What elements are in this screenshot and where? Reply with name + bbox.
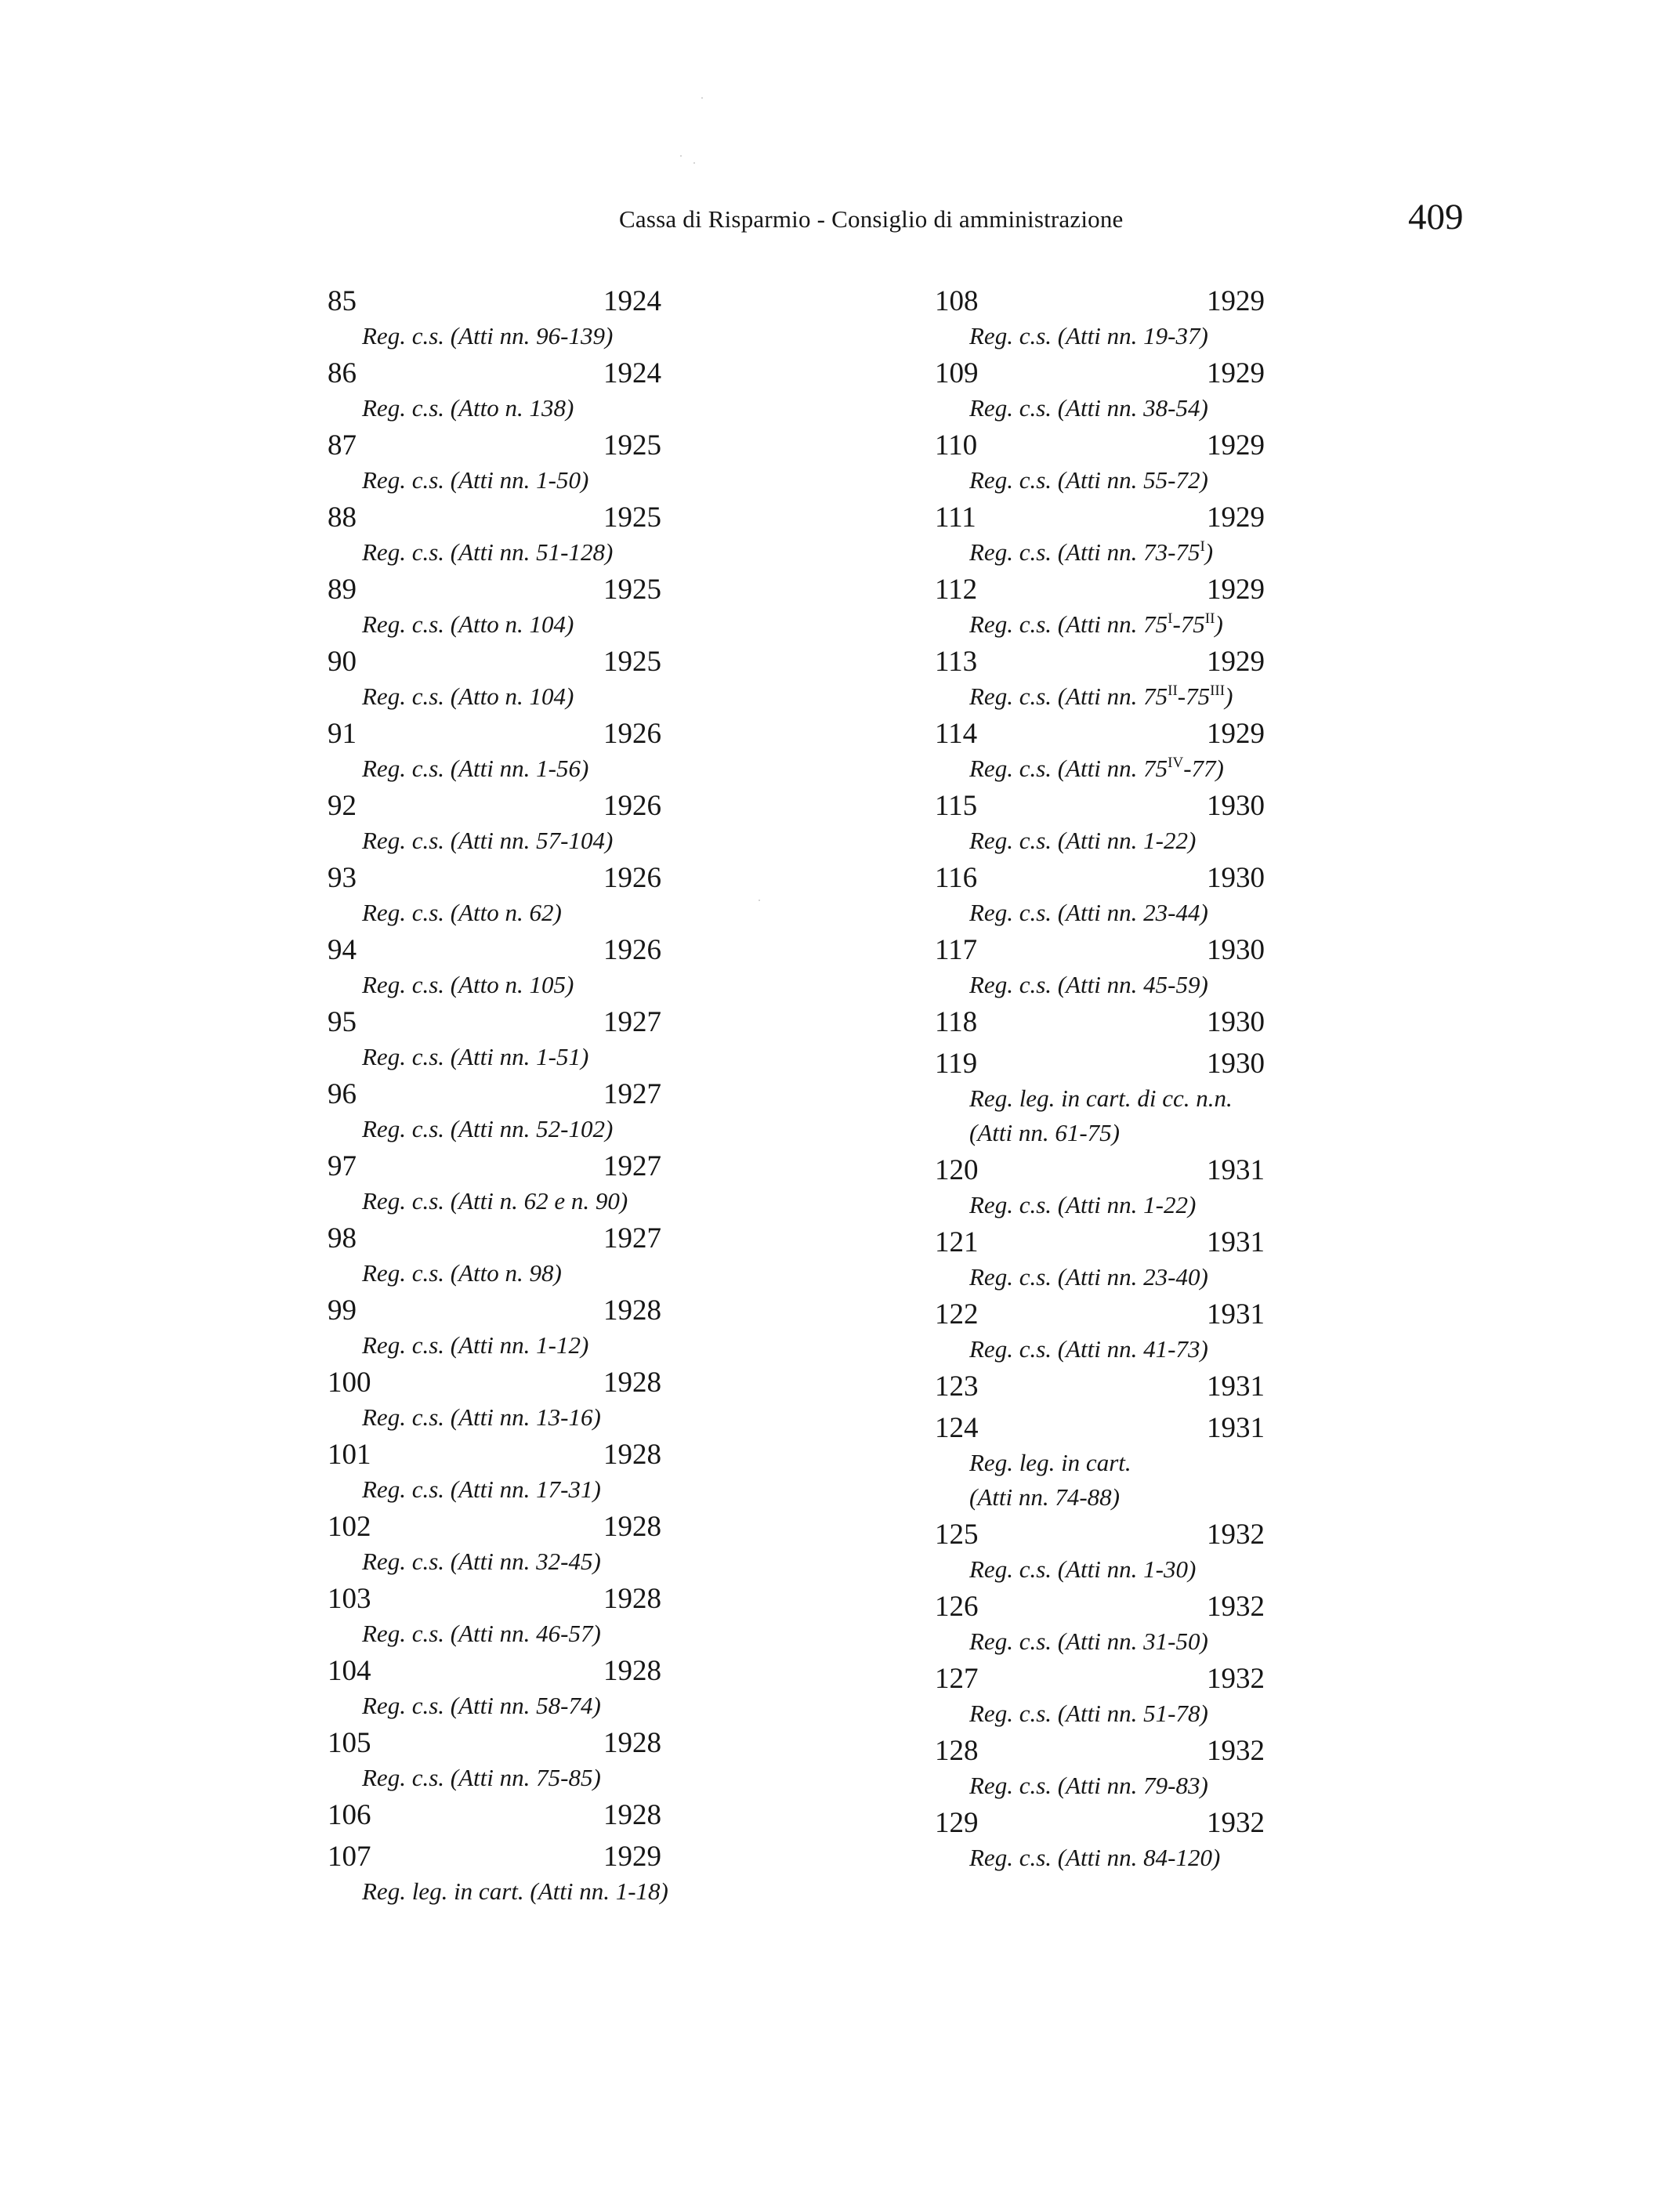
entry-number-line <box>328 284 668 320</box>
entry-description: Reg. c.s. (Atti nn. 32-45) <box>362 1548 601 1575</box>
register-entry <box>328 572 668 644</box>
entry-number-line <box>935 1369 1265 1410</box>
entry-year: 1932 <box>1207 1807 1265 1839</box>
entry-year: 1931 <box>1207 1154 1265 1186</box>
description-part: Reg. c.s. (Atti nn. 75 <box>969 682 1168 710</box>
entry-year: 1932 <box>1207 1519 1265 1551</box>
entry-number: 122 <box>935 1298 979 1331</box>
entry-number: 109 <box>935 357 979 389</box>
entry-description: Reg. c.s. (Atti nn. 52-102) <box>362 1115 614 1142</box>
entry-number: 125 <box>935 1519 979 1551</box>
entry-number: 107 <box>328 1841 371 1873</box>
entry-description: Reg. c.s. (Atto n. 98) <box>362 1259 562 1287</box>
entry-year: 1930 <box>1207 790 1265 822</box>
entry-number-line <box>328 572 668 608</box>
entry-year: 1929 <box>1207 574 1265 606</box>
entry-year: 1928 <box>603 1583 661 1615</box>
superscript-roman: I <box>1200 538 1205 555</box>
entry-description-continued: (Atti nn. 61-75) <box>969 1119 1120 1146</box>
register-entry <box>935 428 1265 500</box>
entry-description: Reg. c.s. (Atti nn. 17-31) <box>362 1475 601 1503</box>
entry-description: Reg. c.s. (Atto n. 104) <box>362 682 574 710</box>
entry-description: Reg. c.s. (Atti nn. 41-73) <box>969 1335 1208 1363</box>
entry-number: 103 <box>328 1583 371 1615</box>
entry-description <box>935 752 1233 788</box>
entry-year: 1930 <box>1207 1006 1265 1038</box>
entry-year: 1925 <box>603 574 661 606</box>
entry-description: Reg. c.s. (Atti nn. 1-22) <box>969 1191 1197 1218</box>
entry-description: Reg. c.s. (Atti nn. 96-139) <box>362 322 614 349</box>
entry-description: Reg. c.s. (Atti nn. 1-50) <box>362 466 589 494</box>
description-part: -75 <box>1172 610 1205 638</box>
register-entry <box>328 644 668 716</box>
entry-number: 115 <box>935 790 978 822</box>
entry-description: Reg. c.s. (Atti nn. 45-59) <box>969 971 1208 998</box>
entry-number-line <box>935 1225 1265 1261</box>
entry-number: 86 <box>328 357 357 389</box>
entry-number-line <box>935 1046 1265 1082</box>
entry-number-line <box>328 1839 668 1875</box>
entry-number-line <box>328 428 668 464</box>
entry-description: Reg. c.s. (Atti nn. 1-22) <box>969 827 1197 854</box>
register-entry <box>935 284 1265 356</box>
register-entry <box>935 1225 1265 1297</box>
entry-description: Reg. c.s. (Atti nn. 75-85) <box>362 1764 601 1791</box>
entry-number-line <box>328 356 668 392</box>
register-entry <box>328 1798 668 1839</box>
entry-number: 123 <box>935 1370 979 1403</box>
entry-number-line <box>935 1153 1265 1189</box>
entry-number-line <box>935 356 1265 392</box>
entry-description: Reg. c.s. (Atti nn. 1-51) <box>362 1043 589 1070</box>
entry-description: Reg. c.s. (Atti nn. 1-12) <box>362 1331 589 1359</box>
entry-description: Reg. leg. in cart. (Atti nn. 1-18) <box>362 1877 668 1905</box>
entry-number: 119 <box>935 1048 978 1080</box>
entry-year: 1929 <box>603 1841 661 1873</box>
entry-number-line <box>935 284 1265 320</box>
entry-year: 1926 <box>603 862 661 894</box>
register-entry <box>328 860 668 932</box>
entry-number-line <box>328 1293 668 1329</box>
entry-number-line <box>935 644 1265 680</box>
entry-year: 1929 <box>1207 646 1265 678</box>
register-entry <box>935 1005 1265 1046</box>
entry-number-line <box>935 1733 1265 1769</box>
entry-description: Reg. c.s. (Atto n. 104) <box>362 610 574 638</box>
register-entry <box>935 716 1265 788</box>
register-entry <box>328 1365 668 1437</box>
entry-number: 101 <box>328 1439 371 1471</box>
entry-number: 105 <box>328 1727 371 1759</box>
entry-description: Reg. c.s. (Atti nn. 84-120) <box>969 1844 1221 1871</box>
superscript-roman: II <box>1168 682 1178 699</box>
description-part: Reg. c.s. (Atti nn. 75 <box>969 755 1168 782</box>
register-entry <box>328 428 668 500</box>
entry-year: 1930 <box>1207 1048 1265 1080</box>
scan-speck <box>701 97 703 99</box>
description-part: ) <box>1204 538 1214 566</box>
entry-number: 127 <box>935 1663 979 1695</box>
entry-number: 93 <box>328 862 357 894</box>
entry-number-line <box>935 788 1265 824</box>
register-entry <box>935 644 1265 716</box>
left-column <box>328 284 668 1911</box>
description-part: Reg. c.s. (Atti nn. 73-75 <box>969 538 1200 566</box>
entry-number: 120 <box>935 1154 979 1186</box>
register-entry <box>328 1839 668 1911</box>
entry-number-line <box>328 1005 668 1041</box>
entry-number-line <box>935 860 1265 896</box>
entry-description: Reg. c.s. (Atti nn. 46-57) <box>362 1620 601 1647</box>
superscript-roman: III <box>1210 682 1226 699</box>
entry-number: 85 <box>328 285 357 317</box>
entry-number: 99 <box>328 1294 357 1327</box>
register-entry <box>328 1077 668 1149</box>
register-entry <box>328 500 668 572</box>
scan-speck <box>680 155 682 157</box>
entry-description: Reg. c.s. (Atto n. 138) <box>362 394 574 422</box>
register-entry <box>935 1517 1265 1589</box>
entry-number-line <box>328 1437 668 1473</box>
entry-number: 91 <box>328 718 357 750</box>
entry-year: 1932 <box>1207 1663 1265 1695</box>
entry-year: 1927 <box>603 1078 661 1110</box>
entry-year: 1930 <box>1207 862 1265 894</box>
entry-description: Reg. leg. in cart. di cc. n.n. <box>969 1084 1233 1112</box>
entry-year: 1928 <box>603 1294 661 1327</box>
entry-year: 1928 <box>603 1799 661 1831</box>
description-part: ) <box>1215 610 1223 638</box>
entry-year: 1925 <box>603 501 661 534</box>
superscript-roman: IV <box>1168 755 1184 771</box>
register-entry <box>328 1149 668 1221</box>
entry-description: Reg. c.s. (Atti nn. 79-83) <box>969 1772 1208 1799</box>
entry-number: 108 <box>935 285 979 317</box>
entry-number-line <box>328 1509 668 1545</box>
entry-number: 117 <box>935 934 978 966</box>
register-entry <box>328 284 668 356</box>
register-entry <box>935 1661 1265 1733</box>
entry-number-line <box>935 1517 1265 1553</box>
entry-number: 90 <box>328 646 357 678</box>
entry-number: 97 <box>328 1150 357 1182</box>
entry-number-line <box>328 788 668 824</box>
entry-description <box>935 608 1233 644</box>
register-entry <box>935 1369 1265 1410</box>
entry-number: 94 <box>328 934 357 966</box>
register-entry <box>328 1293 668 1365</box>
entry-description: Reg. c.s. (Atti nn. 38-54) <box>969 394 1208 422</box>
entry-number: 114 <box>935 718 978 750</box>
right-column <box>935 284 1265 1877</box>
entry-number-line <box>328 644 668 680</box>
entry-number: 98 <box>328 1222 357 1254</box>
entry-year: 1926 <box>603 718 661 750</box>
entry-description: Reg. c.s. (Atti n. 62 e n. 90) <box>362 1187 628 1215</box>
register-entry <box>328 1437 668 1509</box>
entry-number: 126 <box>935 1591 979 1623</box>
entry-year: 1926 <box>603 790 661 822</box>
entry-year: 1928 <box>603 1727 661 1759</box>
entry-number: 116 <box>935 862 978 894</box>
entry-number-line <box>328 1653 668 1689</box>
entry-year: 1925 <box>603 646 661 678</box>
register-entry <box>935 1805 1265 1877</box>
entry-number: 88 <box>328 501 357 534</box>
entry-number: 111 <box>935 501 976 534</box>
entry-number-line <box>935 1805 1265 1841</box>
entry-number: 89 <box>328 574 357 606</box>
entry-number-line <box>328 1365 668 1401</box>
entry-number: 100 <box>328 1367 371 1399</box>
entry-number-line <box>935 932 1265 968</box>
entry-number-line <box>935 1297 1265 1333</box>
entry-description: Reg. c.s. (Atti nn. 51-128) <box>362 538 614 566</box>
entry-description: Reg. c.s. (Atti nn. 1-30) <box>969 1555 1197 1583</box>
entry-year: 1930 <box>1207 934 1265 966</box>
entry-number-line <box>935 500 1265 536</box>
register-entry <box>935 788 1265 860</box>
entry-year: 1929 <box>1207 429 1265 462</box>
entry-year: 1929 <box>1207 357 1265 389</box>
entry-year: 1931 <box>1207 1412 1265 1444</box>
entry-number: 128 <box>935 1735 979 1767</box>
register-entry <box>328 1221 668 1293</box>
register-entry <box>935 356 1265 428</box>
register-entry <box>935 932 1265 1005</box>
entry-description: Reg. c.s. (Atti nn. 51-78) <box>969 1700 1208 1727</box>
entry-year: 1929 <box>1207 285 1265 317</box>
entry-year: 1931 <box>1207 1370 1265 1403</box>
register-entry <box>935 572 1265 644</box>
register-entry <box>935 860 1265 932</box>
register-entry <box>935 1589 1265 1661</box>
entry-number: 124 <box>935 1412 979 1444</box>
entry-number-line <box>935 1589 1265 1625</box>
entry-description: Reg. c.s. (Atti nn. 23-44) <box>969 899 1208 926</box>
entry-number: 129 <box>935 1807 979 1839</box>
entry-year: 1932 <box>1207 1591 1265 1623</box>
entry-number: 112 <box>935 574 978 606</box>
entry-description <box>935 536 1233 572</box>
entry-number: 104 <box>328 1655 371 1687</box>
entry-year: 1927 <box>603 1150 661 1182</box>
entry-description: Reg. c.s. (Atti nn. 13-16) <box>362 1403 601 1431</box>
entry-number-line <box>328 860 668 896</box>
description-part: -75 <box>1177 682 1211 710</box>
entry-description <box>935 680 1233 716</box>
scan-speck <box>759 900 760 901</box>
superscript-roman: II <box>1204 610 1215 627</box>
entry-year: 1925 <box>603 429 661 462</box>
register-entry <box>935 1733 1265 1805</box>
entry-number: 87 <box>328 429 357 462</box>
register-entry <box>328 1005 668 1077</box>
entry-year: 1926 <box>603 934 661 966</box>
entry-year: 1924 <box>603 285 661 317</box>
scan-speck <box>693 162 695 164</box>
entry-number: 113 <box>935 646 978 678</box>
entry-number-line <box>328 1221 668 1257</box>
entry-description: Reg. c.s. (Atti nn. 23-40) <box>969 1263 1208 1291</box>
register-entry <box>328 1581 668 1653</box>
entry-description: Reg. c.s. (Atti nn. 1-56) <box>362 755 589 782</box>
description-part: -77) <box>1183 755 1224 782</box>
entry-description: Reg. c.s. (Atti nn. 31-50) <box>969 1627 1208 1655</box>
entry-year: 1931 <box>1207 1226 1265 1258</box>
entry-year: 1928 <box>603 1511 661 1543</box>
entry-number: 110 <box>935 429 978 462</box>
entry-description: Reg. c.s. (Atti nn. 58-74) <box>362 1692 601 1719</box>
entry-year: 1927 <box>603 1006 661 1038</box>
entry-number-line <box>935 716 1265 752</box>
register-entry <box>328 788 668 860</box>
register-entry <box>328 1653 668 1725</box>
entry-year: 1924 <box>603 357 661 389</box>
entry-number-line <box>328 1149 668 1185</box>
register-entry <box>935 1153 1265 1225</box>
superscript-roman: I <box>1168 610 1173 627</box>
register-entry <box>328 356 668 428</box>
entry-number-line <box>328 1798 668 1839</box>
entry-number: 106 <box>328 1799 371 1831</box>
entry-year: 1929 <box>1207 718 1265 750</box>
entry-year: 1929 <box>1207 501 1265 534</box>
entry-year: 1932 <box>1207 1735 1265 1767</box>
entry-description: Reg. c.s. (Atto n. 62) <box>362 899 562 926</box>
entry-year: 1928 <box>603 1655 661 1687</box>
entry-number-line <box>935 572 1265 608</box>
entry-year: 1928 <box>603 1367 661 1399</box>
entry-number-line <box>328 716 668 752</box>
entry-description: Reg. c.s. (Atti nn. 57-104) <box>362 827 614 854</box>
entry-year: 1931 <box>1207 1298 1265 1331</box>
entry-number: 118 <box>935 1006 978 1038</box>
description-part: Reg. c.s. (Atti nn. 75 <box>969 610 1168 638</box>
entry-number: 95 <box>328 1006 357 1038</box>
entry-description-continued: (Atti nn. 74-88) <box>969 1483 1120 1511</box>
entry-number-line <box>328 1581 668 1617</box>
entry-number-line <box>935 1410 1265 1446</box>
entry-description: Reg. leg. in cart. <box>969 1449 1131 1476</box>
running-header: Cassa di Risparmio - Consiglio di amministrazione <box>619 205 1124 233</box>
register-entry <box>935 1410 1265 1517</box>
entry-description: Reg. c.s. (Atti nn. 19-37) <box>969 322 1208 349</box>
entry-year: 1927 <box>603 1222 661 1254</box>
entry-number: 102 <box>328 1511 371 1543</box>
entry-number-line <box>328 1077 668 1113</box>
entry-number: 92 <box>328 790 357 822</box>
register-entry <box>328 932 668 1005</box>
entry-number-line <box>328 500 668 536</box>
register-entry <box>328 716 668 788</box>
entry-description: Reg. c.s. (Atti nn. 55-72) <box>969 466 1208 494</box>
register-entry <box>935 1046 1265 1153</box>
register-entry <box>935 500 1265 572</box>
page-number: 409 <box>1408 197 1464 237</box>
register-entry <box>328 1725 668 1798</box>
register-entry <box>328 1509 668 1581</box>
entry-number-line <box>935 428 1265 464</box>
entry-number-line <box>935 1005 1265 1046</box>
description-part: ) <box>1225 682 1233 710</box>
entry-description: Reg. c.s. (Atto n. 105) <box>362 971 574 998</box>
entry-year: 1928 <box>603 1439 661 1471</box>
entry-number-line <box>328 1725 668 1761</box>
entry-number-line <box>935 1661 1265 1697</box>
entry-number: 121 <box>935 1226 979 1258</box>
entry-number-line <box>328 932 668 968</box>
register-entry <box>935 1297 1265 1369</box>
entry-number: 96 <box>328 1078 357 1110</box>
